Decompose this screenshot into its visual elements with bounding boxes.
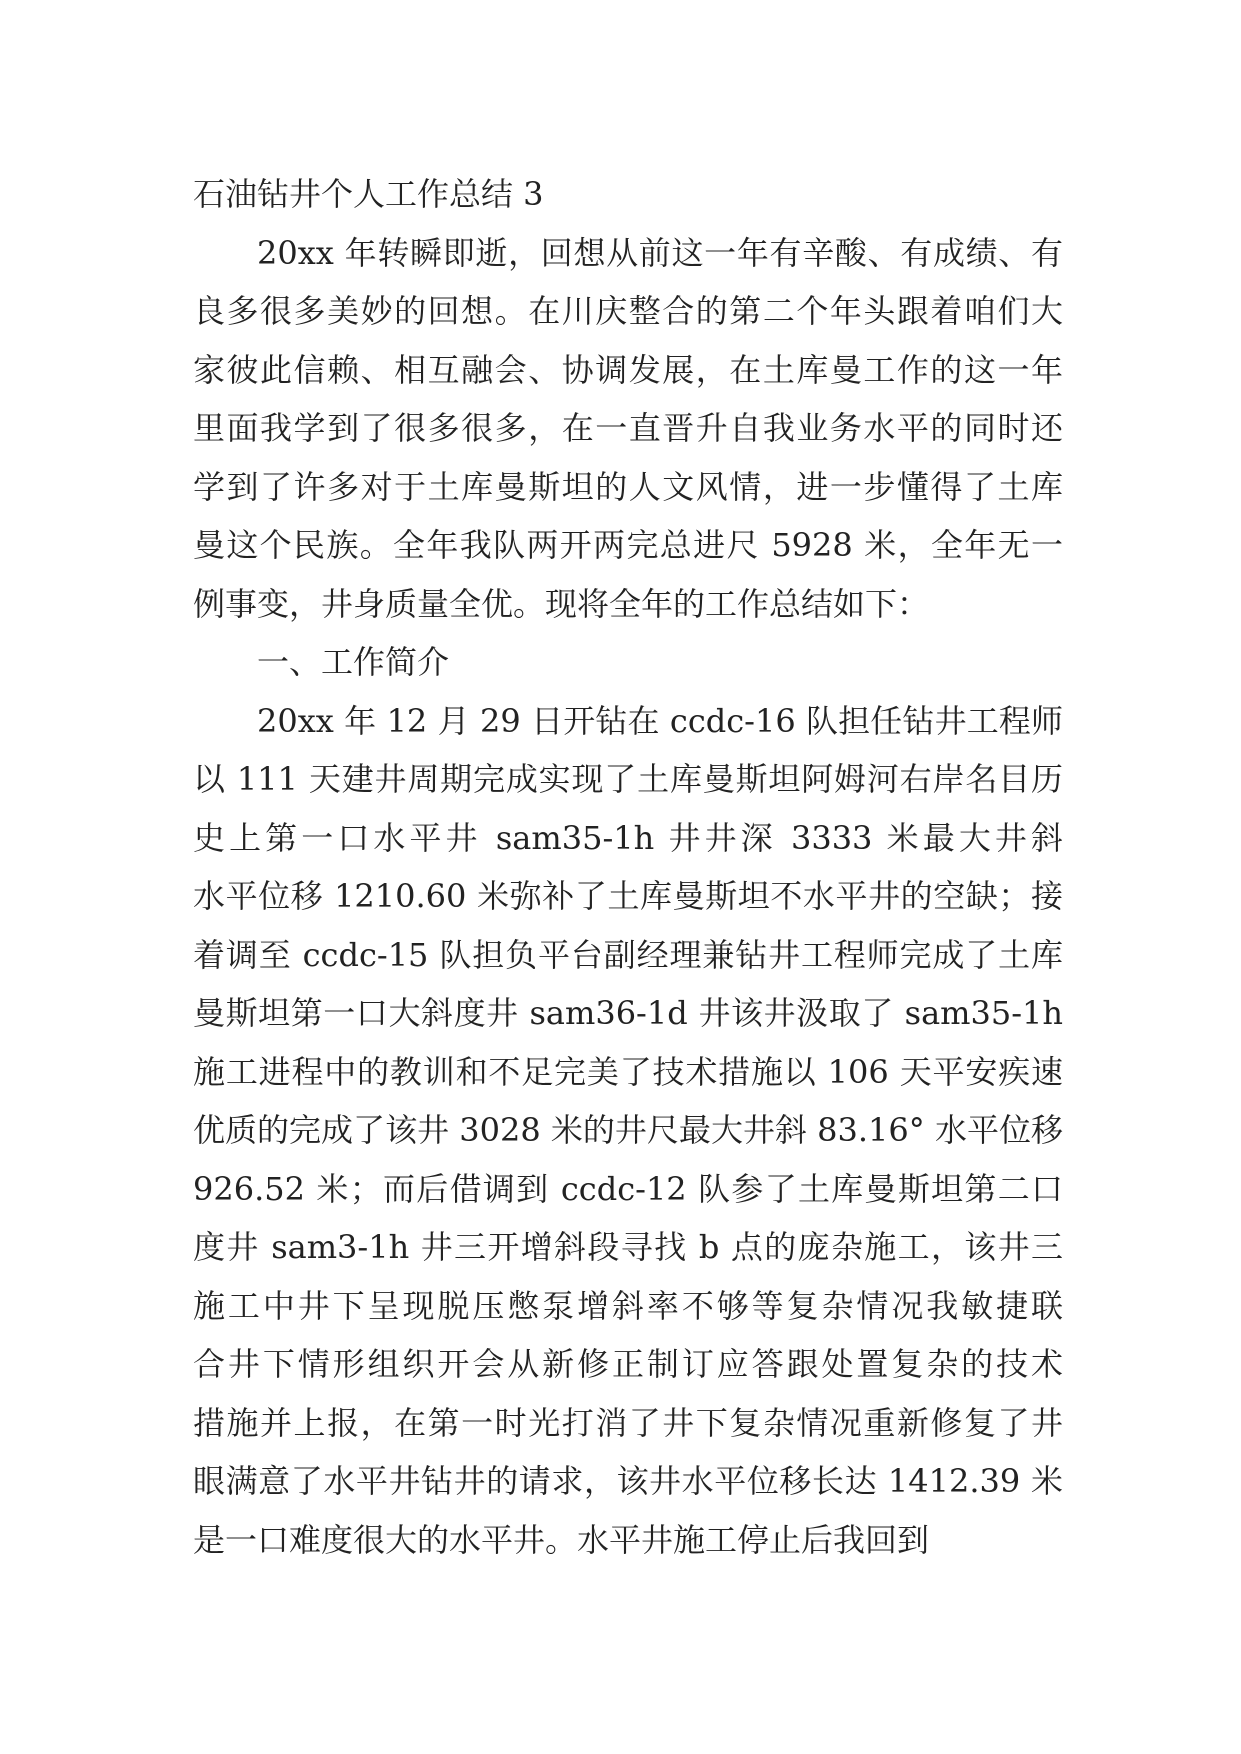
paragraph-line-20: 合井下情形组织开会从新修正制订应答跟处置复杂的技术	[193, 1345, 1063, 1383]
paragraph-line-7: 例事变，井身质量全优。现将全年的工作总结如下：	[193, 584, 930, 623]
paragraph-line-15: 施工进程中的教训和不足完美了技术措施以 106 天平安疾速	[193, 1052, 1063, 1091]
paragraph-line-17: 926.52 米；而后借调到 ccdc-12 队参了土库曼斯坦第二口	[193, 1169, 1063, 1208]
paragraph-line-4: 里面我学到了很多很多，在一直晋升自我业务水平的同时还	[193, 409, 1063, 447]
document-body	[193, 165, 1063, 1569]
paragraph-line-10: 以 111 天建井周期完成实现了土库曼斯坦阿姆河右岸名目历	[193, 760, 1063, 798]
paragraph-line-5: 学到了许多对于土库曼斯坦的人文风情，进一步懂得了土库	[193, 467, 1063, 506]
paragraph-line-1: 20xx 年转瞬即逝，回想从前这一年有辛酸、有成绩、有	[257, 233, 1063, 272]
paragraph-line-12: 水平位移 1210.60 米弥补了土库曼斯坦不水平井的空缺；接	[193, 877, 1063, 915]
paragraph-line-16: 优质的完成了该井 3028 米的井尺最大井斜 83.16° 水平位移	[193, 1111, 1063, 1149]
paragraph-line-9: 20xx 年 12 月 29 日开钻在 ccdc-16 队担任钻井工程师	[257, 701, 1063, 740]
paragraph-line-11: 史上第一口水平井 sam35-1h 井井深 3333 米最大井斜	[193, 818, 1063, 857]
paragraph-line-6: 曼这个民族。全年我队两开两完总进尺 5928 米，全年无一	[193, 526, 1063, 564]
paragraph-line-14: 曼斯坦第一口大斜度井 sam36-1d 井该井汲取了 sam35-1h	[193, 994, 1063, 1032]
paragraph-line-21: 措施并上报，在第一时光打消了井下复杂情况重新修复了井	[193, 1403, 1063, 1442]
paragraph-line-23: 是一口难度很大的水平井。水平井施工停止后我回到	[193, 1520, 930, 1559]
document-title: 石油钻井个人工作总结 3	[193, 175, 544, 213]
paragraph-line-3: 家彼此信赖、相互融会、协调发展，在土库曼工作的这一年	[193, 350, 1063, 389]
paragraph-line-2: 良多很多美妙的回想。在川庆整合的第二个年头跟着咱们大	[193, 292, 1063, 330]
paragraph-line-13: 着调至 ccdc-15 队担负平台副经理兼钻井工程师完成了土库	[193, 935, 1063, 974]
paragraph-line-19: 施工中井下呈现脱压憋泵增斜率不够等复杂情况我敏捷联	[193, 1286, 1063, 1325]
section-heading: 一、工作简介	[257, 643, 450, 681]
paragraph-line-22: 眼满意了水平井钻井的请求，该井水平位移长达 1412.39 米	[193, 1462, 1063, 1500]
paragraph-line-18: 度井 sam3-1h 井三开增斜段寻找 b 点的庞杂施工，该井三	[193, 1228, 1063, 1266]
